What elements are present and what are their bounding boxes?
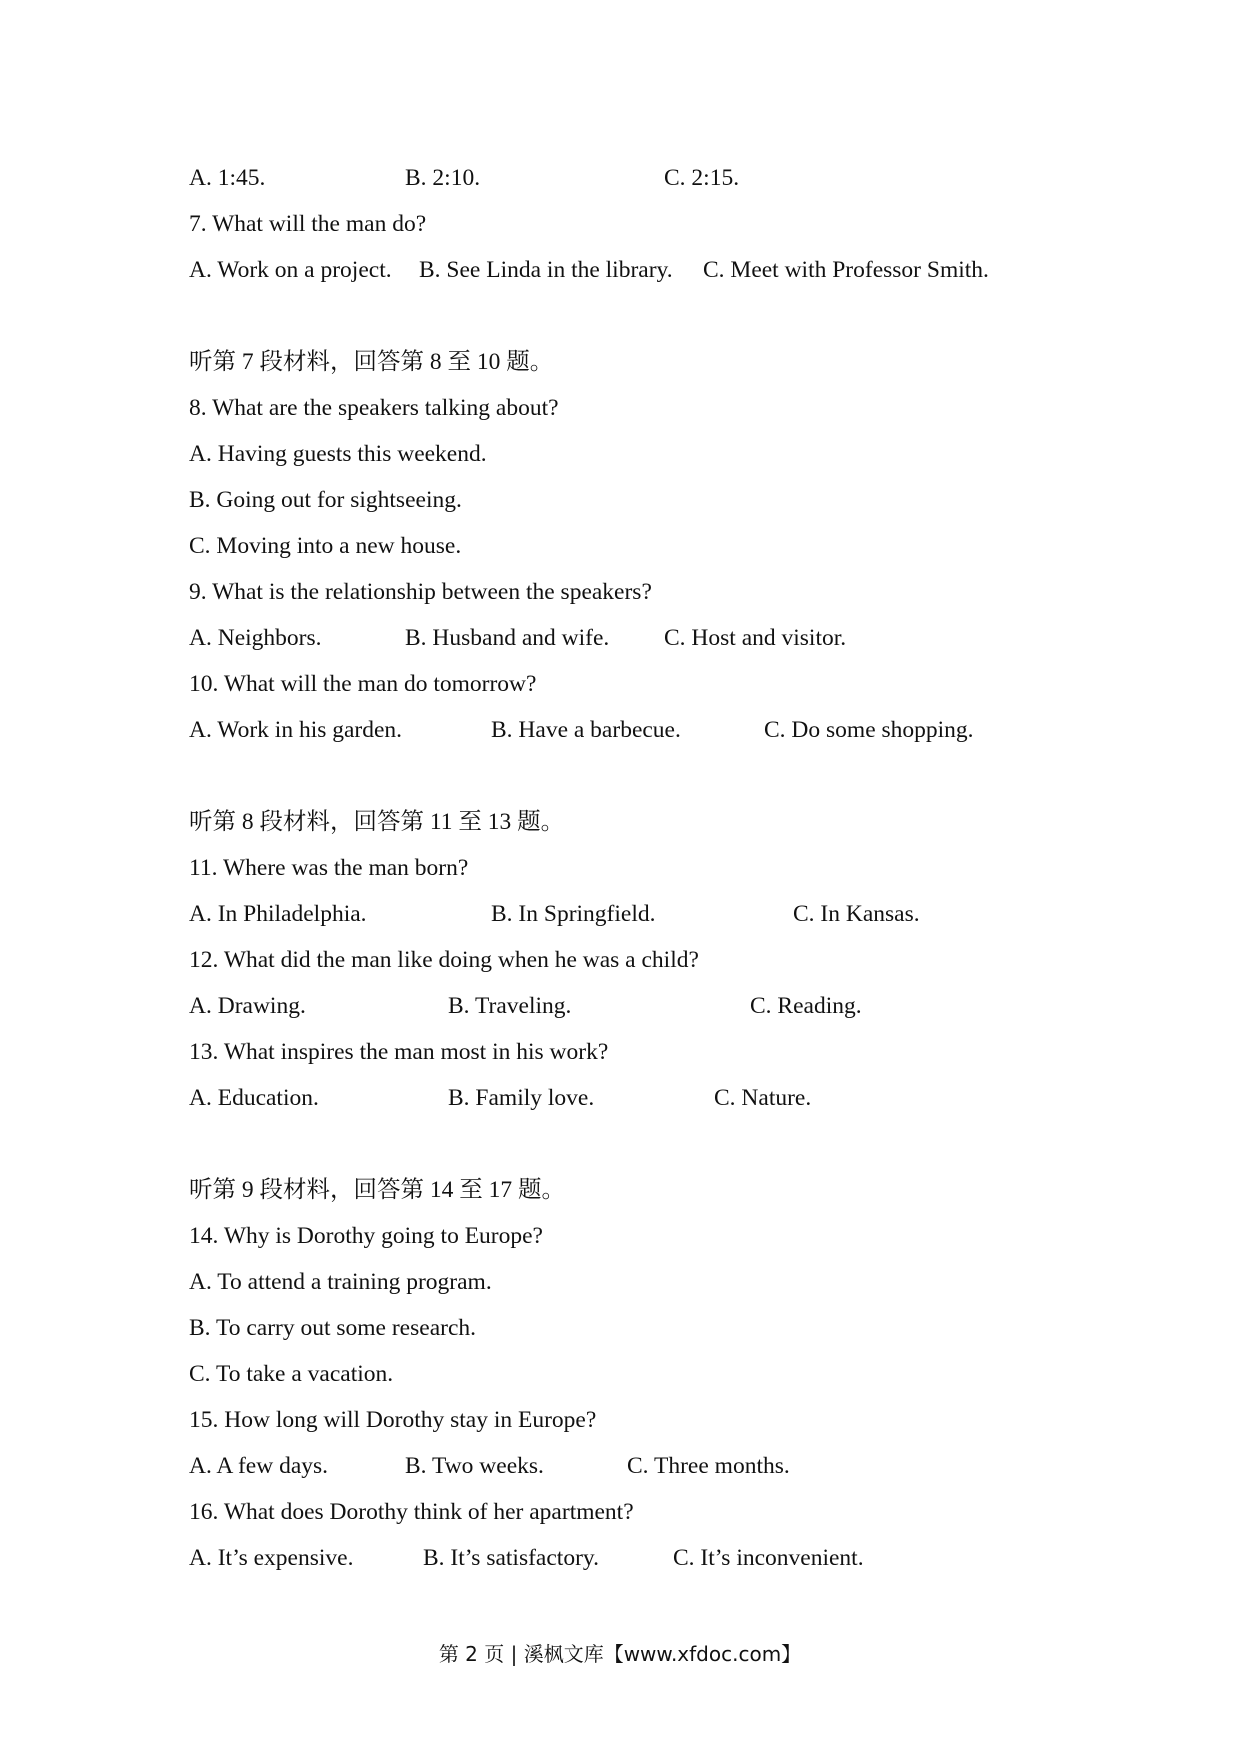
option-c: C. Host and visitor. bbox=[664, 625, 847, 651]
page-footer: 第 2 页 | 溪枫文库【www.xfdoc.com】 bbox=[438, 1642, 802, 1666]
option-b: B. Going out for sightseeing. bbox=[189, 487, 462, 513]
option-c: C. Do some shopping. bbox=[764, 717, 974, 743]
option-a: A. It’s expensive. bbox=[189, 1545, 354, 1571]
option-a: A. Work in his garden. bbox=[189, 717, 403, 743]
option-b: B. Traveling. bbox=[448, 993, 572, 1019]
question-9: 9. What is the relationship between the speakers? bbox=[189, 579, 652, 605]
option-b: B. Have a barbecue. bbox=[491, 717, 681, 743]
option-b: B. See Linda in the library. bbox=[419, 257, 673, 283]
option-b: B. To carry out some research. bbox=[189, 1315, 477, 1341]
question-13: 13. What inspires the man most in his work? bbox=[189, 1039, 609, 1065]
option-b: B. In Springfield. bbox=[491, 901, 656, 927]
option-b: B. It’s satisfactory. bbox=[423, 1545, 599, 1571]
option-c: C. Meet with Professor Smith. bbox=[703, 257, 989, 283]
option-c: C. It’s inconvenient. bbox=[673, 1545, 864, 1571]
question-10: 10. What will the man do tomorrow? bbox=[189, 671, 537, 697]
question-11: 11. Where was the man born? bbox=[189, 855, 469, 881]
option-a: A. A few days. bbox=[189, 1453, 329, 1479]
option-c: C. Nature. bbox=[714, 1085, 812, 1111]
question-12: 12. What did the man like doing when he was a child? bbox=[189, 947, 699, 973]
option-c: C. In Kansas. bbox=[793, 901, 920, 927]
section-heading-7: 听第 7 段材料，回答第 8 至 10 题。 bbox=[189, 349, 554, 375]
option-b: B. Family love. bbox=[448, 1085, 595, 1111]
option-a: A. Work on a project. bbox=[189, 257, 392, 283]
option-b: B. Husband and wife. bbox=[405, 625, 610, 651]
section-heading-9: 听第 9 段材料，回答第 14 至 17 题。 bbox=[189, 1177, 565, 1203]
question-8: 8. What are the speakers talking about? bbox=[189, 395, 559, 421]
option-c: C. 2:15. bbox=[664, 165, 740, 191]
question-7: 7. What will the man do? bbox=[189, 211, 427, 237]
question-15: 15. How long will Dorothy stay in Europe? bbox=[189, 1407, 597, 1433]
question-16: 16. What does Dorothy think of her apartment? bbox=[189, 1499, 634, 1525]
option-c: C. Moving into a new house. bbox=[189, 533, 462, 559]
option-c: C. To take a vacation. bbox=[189, 1361, 394, 1387]
option-a: A. 1:45. bbox=[189, 165, 266, 191]
option-c: C. Reading. bbox=[750, 993, 862, 1019]
option-a: A. Having guests this weekend. bbox=[189, 441, 487, 467]
option-a: A. To attend a training program. bbox=[189, 1269, 492, 1295]
option-a: A. In Philadelphia. bbox=[189, 901, 367, 927]
option-a: A. Education. bbox=[189, 1085, 319, 1111]
option-a: A. Drawing. bbox=[189, 993, 306, 1019]
option-c: C. Three months. bbox=[627, 1453, 790, 1479]
section-heading-8: 听第 8 段材料，回答第 11 至 13 题。 bbox=[189, 809, 565, 835]
option-b: B. 2:10. bbox=[405, 165, 481, 191]
question-14: 14. Why is Dorothy going to Europe? bbox=[189, 1223, 543, 1249]
option-a: A. Neighbors. bbox=[189, 625, 322, 651]
option-b: B. Two weeks. bbox=[405, 1453, 544, 1479]
